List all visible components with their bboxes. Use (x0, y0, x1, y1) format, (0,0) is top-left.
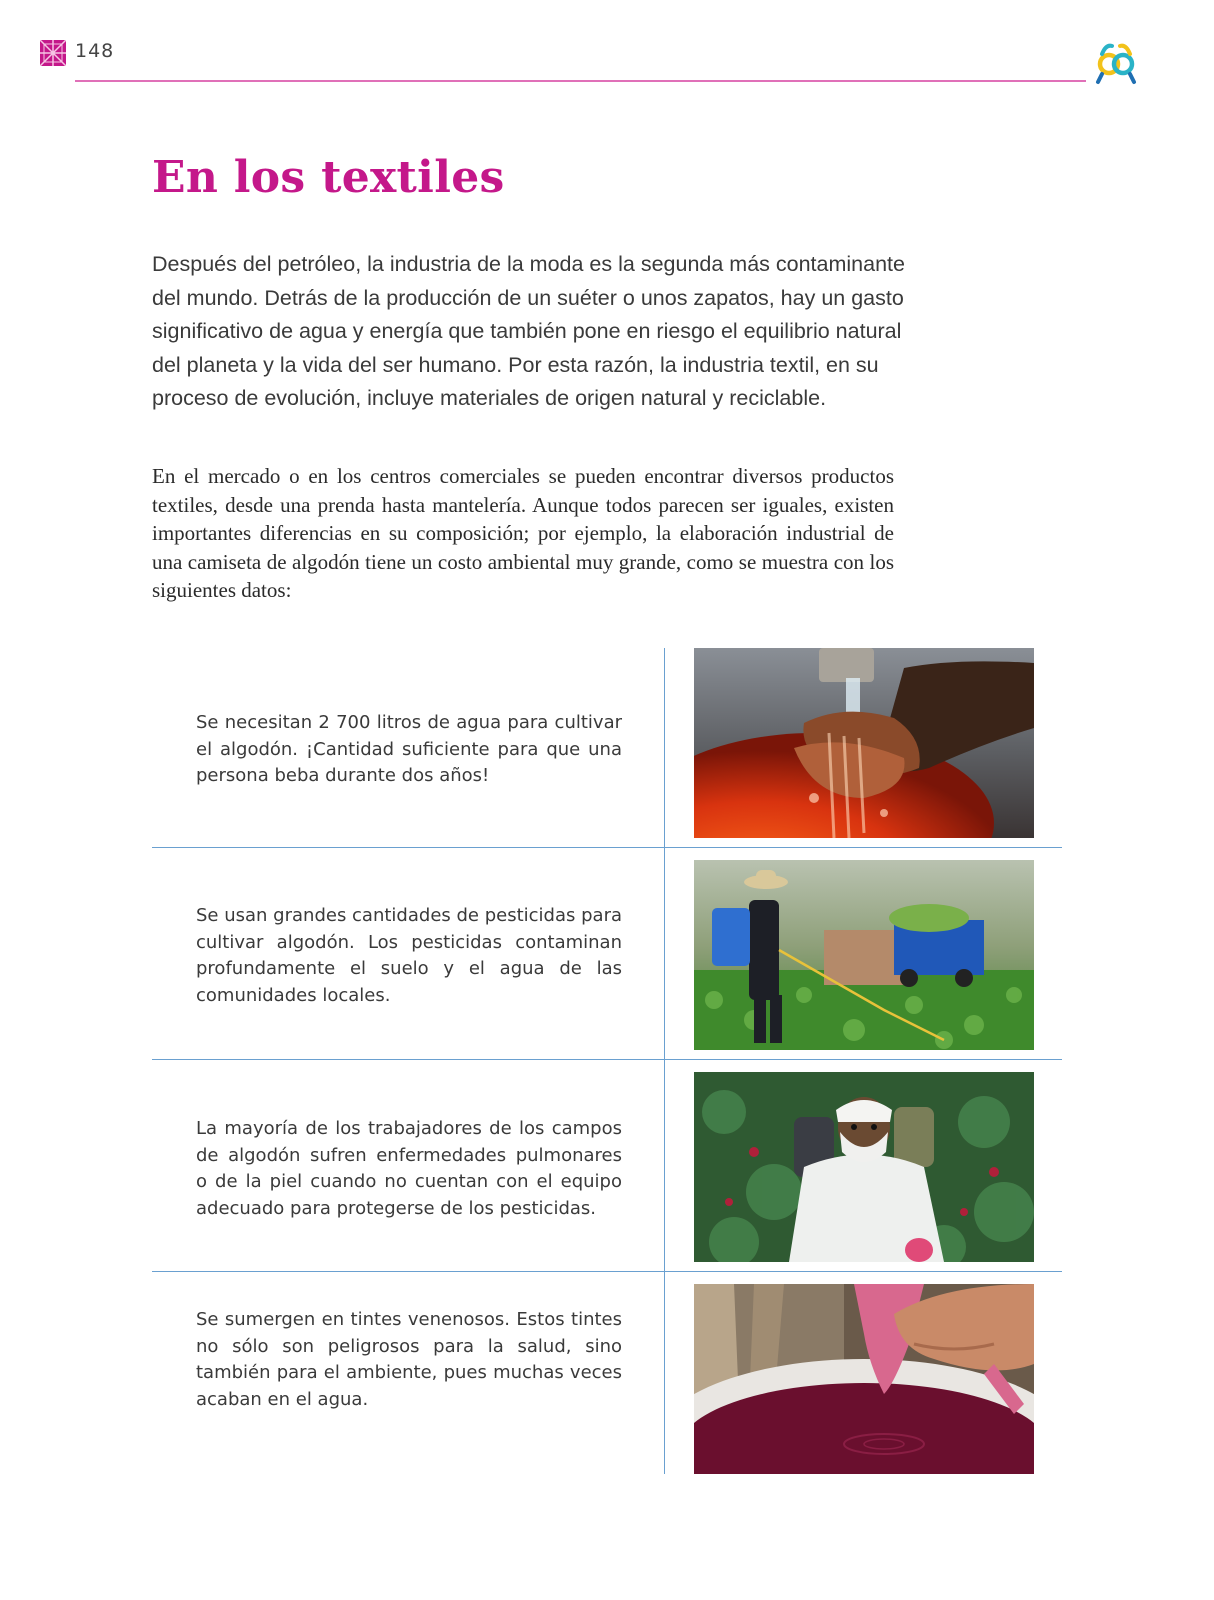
masked-worker-photo (694, 1072, 1034, 1262)
fact-dyes-text: Se sumergen en tintes venenosos. Estos tintes no sólo son peligrosos para la salud, sino también para el ambiente, pues muchas veces acaban en el agua. (196, 1309, 622, 1410)
intro-paragraph: Después del petróleo, la industria de la moda es la segunda más contaminante del mundo. Detrás de la producción de un suéter o unos zapatos, hay un gasto significativo de agua y energía que también pone en riesgo el equilibrio natural del planeta y la vida del ser humano. Por esta razón, la industria textil, en su proceso de evolución, incluye materiales de origen natural y reciclable. (152, 252, 905, 410)
decorative-pattern-icon (40, 40, 66, 66)
header-rule (75, 80, 1086, 82)
table-row-divider (152, 1059, 1062, 1060)
table-vertical-divider (664, 648, 665, 1474)
fact-workers-text: La mayoría de los trabajadores de los campos de algodón sufren enfermedades pulmonares o de la piel cuando no cuentan con el equipo adecuado para protegerse de los pesticidas. (196, 1118, 622, 1219)
table-row-divider (152, 1271, 1062, 1272)
fact-pesticides-text: Se usan grandes cantidades de pesticidas para cultivar algodón. Los pesticidas contaminan profundamente el suelo y el agua de las comunidades locales. (196, 905, 622, 1006)
table-row-divider (152, 847, 1062, 848)
body-paragraph: En el mercado o en los centros comerciales se pueden encontrar diversos productos textiles, desde una prenda hasta mantelería. Aunque todos parecen ser iguales, existen importantes diferencias en su composición; por ejemplo, la elaboración industrial de una camiseta de algodón tiene un costo ambiental muy grande, como se muestra con los siguientes datos: (152, 464, 894, 602)
page-number: 148 (75, 40, 115, 62)
water-hands-photo (694, 648, 1034, 838)
page-title: En los textiles (152, 152, 505, 203)
pesticide-sprayer-photo (694, 860, 1034, 1050)
dye-bath-photo (694, 1284, 1034, 1474)
logo-icon (1092, 40, 1140, 88)
fact-water-text: Se necesitan 2 700 litros de agua para cultivar el algodón. ¡Cantidad suficiente para que una persona beba durante dos años! (196, 712, 622, 786)
